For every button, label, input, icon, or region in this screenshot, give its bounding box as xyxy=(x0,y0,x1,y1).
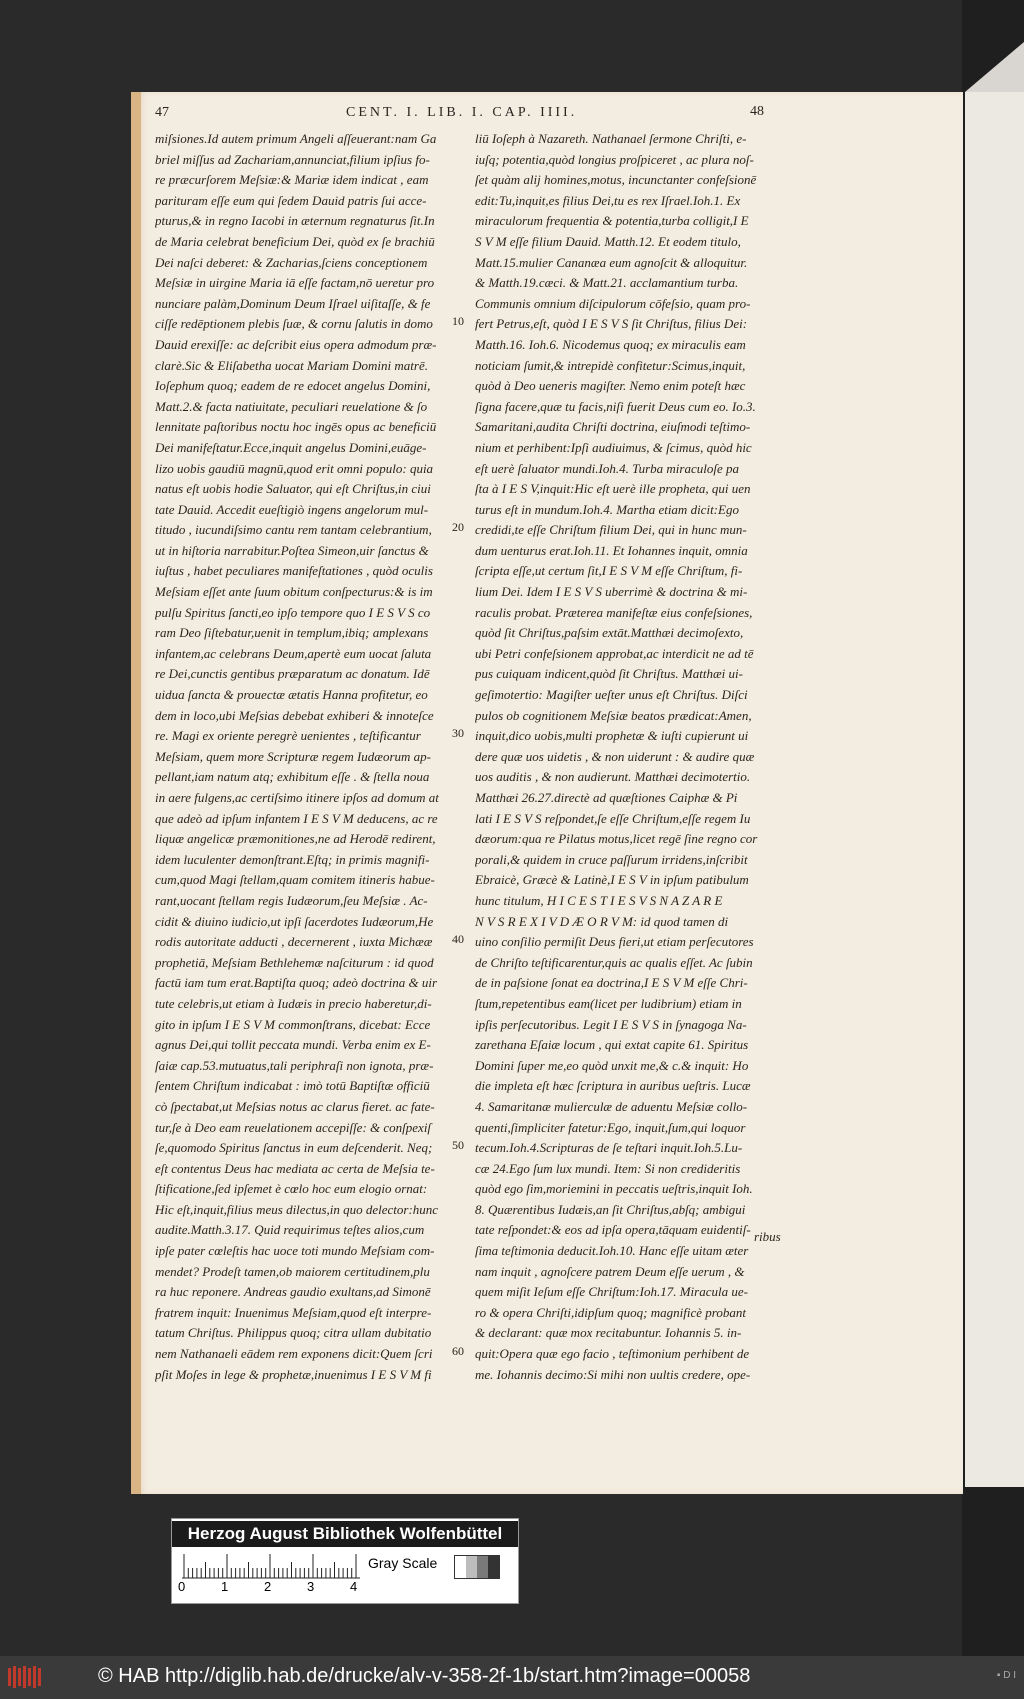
text-line: nunciare palàm,Dominum Deum Iſrael uiſitaſſe, & fe xyxy=(155,295,431,311)
text-line: die impleta eſt hæc ſcriptura in auribus ueſtris. Lucæ xyxy=(475,1078,751,1094)
text-line: Domini ſuper me,eo quòd unxit me,& c.& inquit: Ho xyxy=(475,1057,749,1073)
text-line: edit:Tu,inquit,es filius Dei,tu es rex Iſrael.Ioh.1. Ex xyxy=(475,192,741,208)
text-line: fert Petrus,eſt, quòd I E S V S ſit Chriſtus, filius Dei: xyxy=(475,316,748,332)
text-line: rodis autoritate adducti , decernerent , iuxta Michææ xyxy=(155,934,433,950)
text-line: ſaiæ cap.53.mutuatus,tali periphraſi non ignota, præ- xyxy=(155,1057,434,1073)
text-line: pellant,iam natum atq; exhibitum eſſe . & ſtella noua xyxy=(155,769,430,785)
text-line: dum uenturus erat.Ioh.11. Et Iohannes inquit, omnia xyxy=(475,542,748,558)
text-line: miſsiones.Id autem primum Angeli aſſeuerant:nam Ga xyxy=(155,131,437,146)
text-line: ſigna facere,quæ tu facis,niſi fuerit Deus cum eo. Io.3. xyxy=(475,398,756,414)
text-line: ſentem Chriſtum indicabat : imò totū Baptiſtæ officiū xyxy=(155,1078,430,1094)
ruler-number: 4 xyxy=(350,1579,358,1594)
text-line: lati I E S V S reſpondet,ſe eſſe Chriſtum,eſſe regem Iu xyxy=(475,810,751,826)
gray-scale-swatches xyxy=(454,1555,500,1579)
text-line: factū iam tum erat.Baptiſta quoq; adeò doctrina & uir xyxy=(155,975,438,991)
text-line: quem miſit Ieſum eſſe Chriſtum:Ioh.17. Miracula ue- xyxy=(475,1284,748,1300)
text-line: dere quæ uos uidetis , & non uiderunt : & audire quæ xyxy=(475,748,755,764)
text-line: ipſis perſecutoribus. Legit I E S V S in ſynagoga Na- xyxy=(475,1016,747,1032)
margin-line-number: 50 xyxy=(452,1138,464,1153)
text-line: quit:Opera quæ ego facio , teſtimonium perhibent de xyxy=(475,1346,750,1362)
text-line: Matt.2.& facta natiuitate, peculiari reuelatione & ſo xyxy=(155,398,428,414)
text-line: & declarant: quæ mox recitabuntur. Iohannis 5. in- xyxy=(475,1325,742,1341)
text-line: credidi,te eſſe Chriſtum filium Dei, qui in hunc mun- xyxy=(475,522,747,538)
footer-small-mark: ▪ D I xyxy=(996,1670,1016,1681)
text-line: ſtum,repetentibus eam(licet per ludibrium) etiam in xyxy=(475,995,742,1011)
hab-logo-icon xyxy=(6,1664,46,1690)
text-line: lennitate paſtoribus noctu hoc ingēs opus ac beneficiū xyxy=(155,419,437,435)
text-line: quòd ego ſim,moriemini in peccatis ueſtris,inquit Ioh. xyxy=(475,1181,753,1197)
text-line: Meſsiam, quem more Scripturæ regem Iudæorum ap- xyxy=(155,748,431,764)
text-line: ſcripta eſſe,ut certum ſit,I E S V M eſſe Chriſtum, fi- xyxy=(475,563,743,579)
text-line: ſima teſtimonia deducit.Ioh.10. Hanc eſſe uitam æter xyxy=(475,1243,749,1259)
text-line: cum,quod Magi ſtellam,quam comitem itineris habue- xyxy=(155,872,435,888)
text-line: porali,& quidem in cruce paſſurum irridens,inſcribit xyxy=(475,851,748,867)
text-line: tate reſpondet:& eos ad ipſa opera,tāquam euidentiſ- xyxy=(475,1222,751,1238)
text-line: mendet? Prodeſt tamen,ob maiorem certitudinem,plu xyxy=(155,1263,430,1279)
page-spine-edge xyxy=(131,92,141,1494)
text-line: Meſsiam eſſet ante ſuum obitum conſpecturus:& is im xyxy=(155,584,433,600)
ruler-number: 1 xyxy=(221,1579,229,1594)
text-line: raculis probat. Præterea manifeſtæ eius confeſsiones, xyxy=(475,604,753,620)
text-line: ſta à I E S V,inquit:Hic eſt uerè ille propheta, qui uen xyxy=(475,481,751,497)
facing-page-edge xyxy=(965,92,1024,1487)
text-line: natus eſt uobis hodie Saluator, qui eſt Chriſtus,in ciui xyxy=(155,481,431,497)
text-line: Matth.16. Ioh.6. Nicodemus quoq; ex miraculis eam xyxy=(475,336,746,352)
library-color-card xyxy=(171,1518,519,1604)
text-line: liū Ioſeph à Nazareth. Nathanael ſermone Chriſti, e- xyxy=(475,131,747,146)
margin-line-number: 20 xyxy=(452,520,464,535)
text-line: ut in hiſtoria narrabitur.Poſtea Simeon,uir ſanctus & xyxy=(155,542,429,558)
text-line: gito in ipſum I E S V M commonſtrans, dicebat: Ecce xyxy=(155,1016,431,1032)
text-line: Matthæi 26.27.directè ad quæſtiones Caiphæ & Pi xyxy=(475,790,738,805)
text-line: ram Deo ſiſtebatur,uenit in templum,ibiq; amplexans xyxy=(155,625,429,641)
text-line: uidua ſancta & prouectæ ætatis Hanna profitetur, eo xyxy=(155,687,428,703)
text-line: tute celebris,ut etiam à Iudæis in precio haberetur,di- xyxy=(155,995,432,1011)
text-line: turus eſt in mundum.Ioh.4. Martha etiam dicit:Ego xyxy=(475,501,739,517)
text-line: iuſtus , habet peculiares manifeſtationes , quòd oculis xyxy=(155,563,433,579)
text-line: re Dei,cunctis gentibus præparatum ac donatum. Idē xyxy=(155,666,430,682)
text-line: quenti,ſimpliciter fatetur:Ego, inquit,ſum,qui loquor xyxy=(475,1119,746,1135)
text-line: lizo uobis gaudiū magnū,quod erit omni populo: quia xyxy=(155,460,434,476)
text-line: cidit & diuino iudicio,ut ipſi ſacerdotes Iudæorum,He xyxy=(155,913,434,929)
text-line: Ioſephum quoq; eadem de re edocet angelus Domini, xyxy=(155,378,431,394)
text-line: S V M eſſe filium Dauid. Matth.12. Et eodem titulo, xyxy=(475,233,741,249)
text-line: nam inquit , agnoſcere patrem Deum eſſe uerum , & xyxy=(475,1263,745,1279)
page-corner-curl xyxy=(965,42,1024,92)
margin-line-number: 40 xyxy=(452,932,464,947)
text-line: lium Dei. Idem I E S V S uberrimè & doctrina & mi- xyxy=(475,584,748,600)
text-line: ciſſe redēptionem plebis ſuæ, & cornu ſalutis in domo xyxy=(155,316,433,332)
text-line: hunc titulum, H I C E S T I E S V S N A Z A R E xyxy=(475,892,723,908)
text-line: fratrem inquit: Inuenimus Meſsiam,quod eſt interpre- xyxy=(155,1304,432,1320)
text-line: ra huc reponere. Andreas gaudio exultans,ad Simonē xyxy=(155,1284,431,1300)
text-line: pulos ob cognitionem Meſsiæ beatos prædicat:Amen, xyxy=(475,707,752,723)
text-line: dem in loco,ubi Meſsias debebat exhiberi & innoteſce xyxy=(155,707,434,723)
text-line: pus cuiquam indicent,quòd ſit Chriſtus. Matthæi ui- xyxy=(475,666,743,682)
text-line: uos auditis , & non audierunt. Matthæi decimotertio. xyxy=(475,769,751,785)
gray-scale-label: Gray Scale xyxy=(368,1555,438,1571)
text-line: rant,uocant ſtellam regis Iudæorum,ſeu Meſsiæ . Ac- xyxy=(155,892,428,908)
text-line: ſtificatione,ſed ipſemet è cœlo hoc eum elogio ornat: xyxy=(155,1181,428,1197)
margin-line-number: 60 xyxy=(452,1344,464,1359)
text-line: liquæ angelicæ præmonitiones,ne ad Herodē redirent, xyxy=(155,831,436,847)
ruler-number: 0 xyxy=(178,1579,186,1594)
running-head: CENT. I. LIB. I. CAP. IIII. xyxy=(346,105,578,120)
text-line: inquit,dico uobis,multi prophetæ & iuſti cupierunt ui xyxy=(475,728,749,744)
text-line: re. Magi ex oriente peregrè uenientes , teſtificantur xyxy=(155,728,421,744)
text-line: geſimotertio: Magiſter ueſter unus eſt Chriſtus. Diſci xyxy=(475,687,748,703)
text-line: que adeò ad ipſum infantem I E S V M deducens, ac re xyxy=(155,810,438,826)
text-line: uino conſilio permiſit Deus fieri,ut etiam perſecutores xyxy=(475,934,754,950)
text-line: in aere fulgens,ac certiſsimo itinere ipſos ad domum at xyxy=(155,790,439,805)
text-line: noticiam ſumit,& intrepidè confitetur:Scimus,inquit, xyxy=(475,357,746,373)
text-line: zarethana Eſaiæ locum , qui extat capite 61. Spiritus xyxy=(475,1037,749,1053)
text-line: quòd ſit Chriſtus,paſsim extāt.Matthæi decimoſexto, xyxy=(475,625,744,641)
text-line: titudo , iucundiſsimo cantu rem tantam celebrantium, xyxy=(155,522,432,538)
text-line: pturus,& in regno Iacobi in æternum regnaturus ſit.In xyxy=(155,213,435,229)
text-line: dæorum:qua re Pilatus motus,licet regē ſine regno cor xyxy=(475,831,758,847)
text-line: N V S R E X I V D Æ O R V M: id quod tamen di xyxy=(475,913,729,929)
text-line: miraculorum frequentia & potentia,turba colligit,I E xyxy=(475,213,749,229)
text-line: agnus Dei,qui tollit peccata mundi. Verba enim ex E- xyxy=(155,1037,431,1053)
text-line: prophetiā, Meſsiam Bethlehemæ naſciturum : id quod xyxy=(155,954,434,970)
margin-line-number: 10 xyxy=(452,314,464,329)
text-line: clarè.Sic & Eliſabetha uocat Mariam Domini matrē. xyxy=(155,357,428,373)
text-line: idem luculenter demonſtrant.Eſtq; in primis magnifi- xyxy=(155,851,430,867)
margin-line-number: 30 xyxy=(452,726,464,741)
text-line: ſe,quomodo Spiritus ſanctus in eum deſcenderit. Neq; xyxy=(155,1140,433,1156)
text-line: eſt uerè ſaluator mundi.Ioh.4. Turba miraculoſe pa xyxy=(475,460,739,476)
text-line: de Chriſto teſtificarentur,quis ac qualis eſſet. Ac ſubin xyxy=(475,954,753,970)
text-line: tate Dauid. Accedit eueſtigiò ingens angelorum mul- xyxy=(155,501,429,517)
text-line: Dauid erexiſſe: ac deſcribit eius opera admodum præ- xyxy=(155,336,437,352)
catchword: ribus xyxy=(754,1229,781,1244)
text-line: ipſe pater cœleſtis hac uoce toti mundo Meſsiam com- xyxy=(155,1243,435,1259)
left-text-column xyxy=(155,129,455,1385)
text-line: Dei naſci deberet: & Zacharias,ſciens conceptionem xyxy=(155,254,428,270)
text-line: de Maria celebrat beneficium Dei, quòd ex ſe brachiū xyxy=(155,233,435,249)
text-line: pſit Moſes in lege & prophetæ,inuenimus I E S V M fi xyxy=(155,1366,432,1382)
text-line: 8. Quærentibus Iudæis,an ſit Chriſtus,abſq; ambigui xyxy=(475,1201,746,1217)
ruler-scale xyxy=(182,1553,360,1579)
text-line: Samaritani,audita Chriſti doctrina, eiuſmodi teſtimo- xyxy=(475,419,751,435)
text-line: Dei manifeſtatur.Ecce,inquit angelus Domini,euāge- xyxy=(155,439,427,455)
text-line: tecum.Ioh.4.Scripturas de ſe teſtari inquit.Ioh.5.Lu- xyxy=(475,1140,743,1156)
footer-url[interactable]: © HAB http://diglib.hab.de/drucke/alv-v-358-2f-1b/start.htm?image=00058 xyxy=(98,1665,751,1687)
text-line: quòd à Deo ueneris magiſter. Nemo enim poteſt hæc xyxy=(475,378,746,394)
ruler-number: 2 xyxy=(264,1579,272,1594)
text-line: pulſu Spiritus ſancti,eo ipſo tempore quo I E S V S co xyxy=(155,604,431,620)
text-line: cæ 24.Ego ſum lux mundi. Item: Si non credideritis xyxy=(475,1160,741,1176)
text-line: nem Nathanaeli eādem rem exponens dicit:Quem ſcri xyxy=(155,1346,433,1362)
text-line: 4. Samaritanæ mulierculæ de aduentu Meſsiæ collo- xyxy=(475,1098,748,1114)
text-line: audite.Matth.3.17. Quid requirimus teſtes alios,cum xyxy=(155,1222,425,1238)
library-name: Herzog August Bibliothek Wolfenbüttel xyxy=(172,1521,518,1547)
right-text-column xyxy=(475,129,775,1385)
text-line: ro & opera Chriſti,idipſum quoq; magnificè probant xyxy=(475,1304,746,1320)
ruler-number: 3 xyxy=(307,1579,315,1594)
text-line: me. Iohannis decimo:Si mihi non uultis credere, ope- xyxy=(475,1366,751,1382)
text-line: iuſq; potentia,quòd longius proſpiceret , ac plura noſ- xyxy=(475,151,754,167)
text-line: Matt.15.mulier Cananæa eum agnoſcit & alloquitur. xyxy=(475,254,748,270)
text-line: cò ſpectabat,ut Meſsias notus ac clarus fieret. ac fate- xyxy=(155,1098,435,1114)
text-line: ſet quàm alij homines,motus, incunctanter confeſsionē xyxy=(475,172,757,188)
text-line: briel miſſus ad Zachariam,annunciat,filium ipſius fo- xyxy=(155,151,430,167)
text-line: tur,ſe à Deo eam reuelationem accepiſſe: & conſpexiſ xyxy=(155,1119,432,1135)
text-line: eſt contentus Deus hac mediata ac certa de Meſsia te- xyxy=(155,1160,435,1176)
text-line: infantem,ac celebrans Deum,apertè eum uocat ſaluta xyxy=(155,645,432,661)
footer-bar xyxy=(0,1656,1024,1699)
text-line: tatum Chriſtus. Philippus quoq; citra ullam dubitatio xyxy=(155,1325,432,1341)
text-line: Ebraicè, Græcè & Latinè,I E S V in ipſum patibulum xyxy=(475,872,749,888)
text-line: nium et perhibent:Ipſi audiuimus, & ſcimus, quòd hic xyxy=(475,439,752,455)
text-line: & Matth.19.cæci. & Matt.21. acclamantium turba. xyxy=(475,275,739,291)
text-line: ubi Petri confeſsionem approbat,ac interdicit ne ad tē xyxy=(475,645,754,661)
page-number-left: 47 xyxy=(155,105,169,120)
text-line: Communis omnium diſcipulorum cōfeſsio, quam pro- xyxy=(475,295,751,311)
page-number-right: 48 xyxy=(750,104,764,119)
text-line: parituram eſſe eum qui ſedem Dauid patris ſui acce- xyxy=(155,192,427,208)
text-line: Hic eſt,inquit,filius meus dilectus,in quo delector:hunc xyxy=(155,1201,439,1217)
text-line: re præcurſorem Meſsiæ:& Mariæ idem indicat , eam xyxy=(155,172,429,188)
text-line: de in paſsione ſonat ea doctrina,I E S V M eſſe Chri- xyxy=(475,975,748,991)
text-line: Meſsiæ in uirgine Maria iā eſſe factam,nō ueretur pro xyxy=(155,275,435,291)
